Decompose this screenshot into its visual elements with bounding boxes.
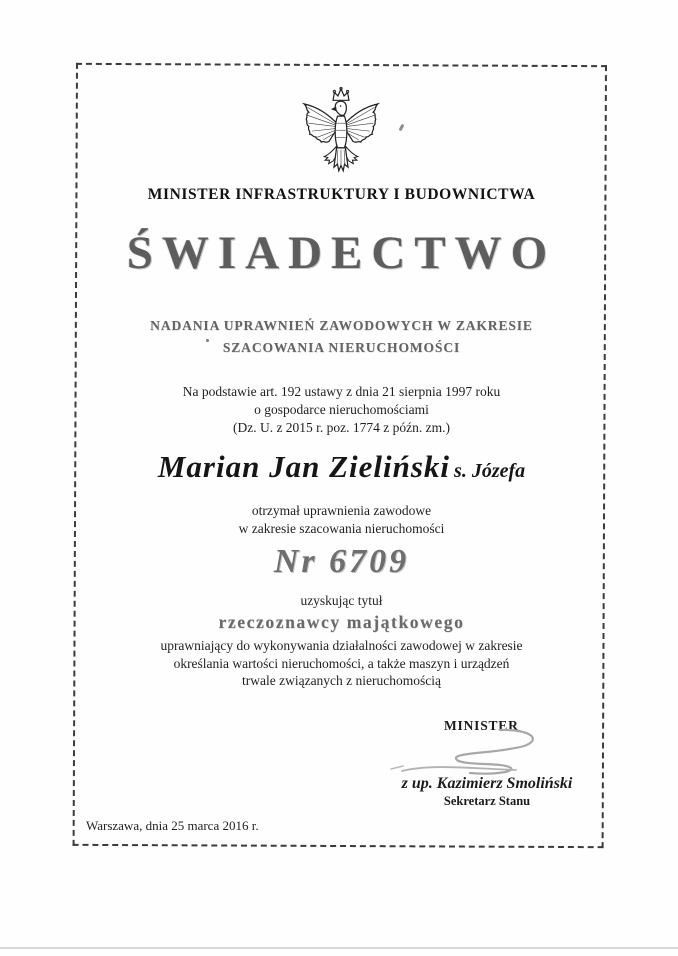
recipient-name-line [76, 449, 607, 485]
issuer-heading: MINISTER INFRASTRUKTURY I BUDOWNICTWA [147, 186, 536, 203]
document-title: ŚWIADECTWO [126, 227, 557, 279]
legal-basis-line-2: o gospodarce nieruchomościami [254, 401, 429, 417]
subtitle-line-1: NADANIA UPRAWNIEŃ ZAWODOWYCH W ZAKRESIE [150, 318, 533, 333]
subtitle-line-2: SZACOWANIA NIERUCHOMOŚCI [222, 339, 461, 355]
professional-title: rzeczoznawcy majątkowego [218, 612, 465, 632]
signatory-role-label: MINISTER [444, 718, 519, 733]
polish-eagle-emblem-icon [297, 86, 385, 178]
place-and-date: Warszawa, dnia 25 marca 2016 r. [86, 818, 259, 833]
scan-edge-line [0, 947, 678, 949]
recipient-name: Marian Jan Zieliński [157, 449, 451, 484]
title-intro: uzyskując tytuł [300, 593, 383, 608]
scope-paragraph [76, 637, 607, 690]
license-number: Nr 6709 [273, 543, 410, 580]
grant-line-2: w zakresie szacowania nieruchomości [238, 521, 445, 537]
scope-line-2: określania wartości nieruchomości, a także maszyn i urządzeń [173, 655, 510, 671]
signatory-name: z up. Kazimierz Smoliński [401, 775, 573, 792]
signatory-block [392, 775, 582, 809]
legal-basis-line-1: Na podstawie art. 192 ustawy z dnia 21 sierpnia 1997 roku [182, 384, 501, 399]
legal-basis [76, 383, 607, 436]
grant-statement [76, 502, 607, 538]
scope-line-1: uprawniający do wykonywania działalności zawodowej w zakresie [160, 638, 523, 653]
grant-line-1: otrzymał uprawnienia zawodowe [251, 503, 432, 518]
signatory-position: Sekretarz Stanu [443, 794, 531, 808]
document-subtitle [76, 315, 607, 358]
legal-basis-line-3: (Dz. U. z 2015 r. poz. 1774 z późn. zm.) [232, 419, 451, 435]
recipient-patronymic: s. Józefa [454, 460, 526, 482]
scope-line-3: trwale związanych z nieruchomością [241, 673, 442, 689]
